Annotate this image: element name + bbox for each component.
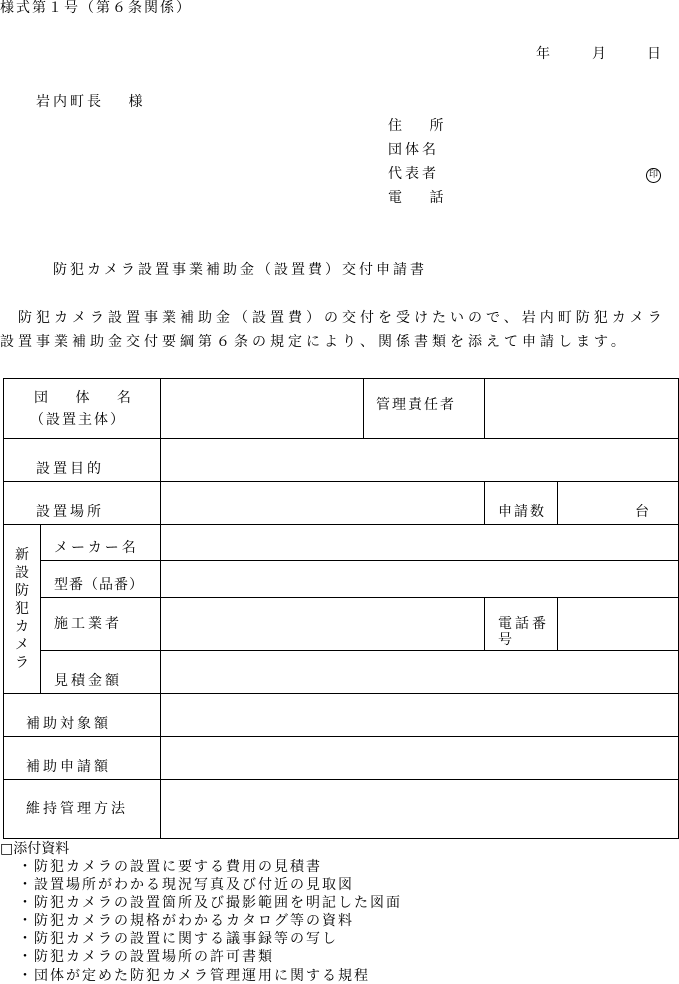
estimate-value[interactable] [161, 651, 679, 694]
document-title: 防犯カメラ設置事業補助金（設置費）交付申請書 [53, 262, 427, 278]
maker-label: メーカー名 [41, 525, 161, 561]
attachments-heading: □添付資料 [0, 841, 70, 857]
subsidy-request-label: 補助申請額 [4, 737, 161, 780]
manager-label: 管理責任者 [364, 379, 485, 439]
unit-label: 台 [635, 504, 652, 520]
phone-number-value[interactable] [558, 598, 679, 651]
address-label: 住 所 [388, 118, 447, 134]
new-camera-char: メ [15, 637, 29, 653]
group-name-value[interactable] [161, 379, 364, 439]
new-camera-char: 犯 [15, 601, 29, 617]
contractor-label: 施工業者 [41, 598, 161, 651]
list-item: ・設置場所がわかる現況写真及び付近の見取図 [18, 877, 354, 893]
contractor-value[interactable] [161, 598, 485, 651]
new-camera-char: ラ [15, 655, 29, 671]
apply-count-value[interactable] [558, 482, 679, 525]
list-item: ・防犯カメラの設置に要する費用の見積書 [18, 859, 322, 875]
maintenance-value[interactable] [161, 780, 679, 839]
subsidy-target-label: 補助対象額 [4, 694, 161, 737]
application-table [3, 378, 679, 839]
manager-value[interactable] [485, 379, 679, 439]
purpose-label: 設置目的 [4, 439, 161, 482]
purpose-value[interactable] [161, 439, 679, 482]
subsidy-request-value[interactable] [161, 737, 679, 780]
seal-mark: 印 [646, 168, 661, 183]
model-label: 型番（品番） [41, 561, 161, 598]
apply-count-label: 申請数 [485, 482, 558, 525]
addressee: 岩内町長 様 [36, 94, 146, 110]
form-number: 様式第１号（第６条関係） [0, 0, 192, 16]
body-line-2: 設置事業補助金交付要綱第６条の規定により、関係書類を添えて申請します。 [0, 334, 629, 350]
list-item: ・防犯カメラの設置場所の許可書類 [18, 949, 274, 965]
representative-label: 代表者 [388, 166, 439, 182]
new-camera-label [4, 525, 41, 694]
seal-icon [646, 165, 661, 183]
estimate-label: 見積金額 [41, 651, 161, 694]
maintenance-label: 維持管理方法 [4, 780, 161, 839]
subsidy-target-value[interactable] [161, 694, 679, 737]
location-value[interactable] [161, 482, 485, 525]
group-name-sub: （設置主体） [30, 411, 126, 428]
date-year-label: 年 [536, 46, 550, 62]
phone-number-label: 電話番号 [485, 598, 558, 651]
date-month-label: 月 [592, 46, 606, 62]
list-item: ・防犯カメラの設置箇所及び撮影範囲を明記した図面 [18, 895, 402, 911]
model-value[interactable] [161, 561, 679, 598]
list-item: ・防犯カメラの規格がわかるカタログ等の資料 [18, 913, 354, 929]
maker-value[interactable] [161, 525, 679, 561]
new-camera-char: 新 [15, 547, 29, 563]
new-camera-char: 設 [15, 565, 29, 581]
group-name-cell [4, 379, 161, 439]
list-item: ・団体が定めた防犯カメラ管理運用に関する規程 [18, 968, 370, 984]
new-camera-char: カ [15, 619, 29, 635]
phone-label: 電 話 [388, 190, 447, 206]
new-camera-char: 防 [15, 583, 29, 599]
group-name-label: 団 体 名 [34, 389, 134, 406]
group-label: 団体名 [388, 142, 439, 158]
location-label: 設置場所 [4, 482, 161, 525]
list-item: ・防犯カメラの設置に関する議事録等の写し [18, 931, 338, 947]
body-line-1: 防犯カメラ設置事業補助金（設置費）の交付を受けたいので、岩内町防犯カメラ [18, 310, 666, 326]
date-day-label: 日 [647, 46, 661, 62]
